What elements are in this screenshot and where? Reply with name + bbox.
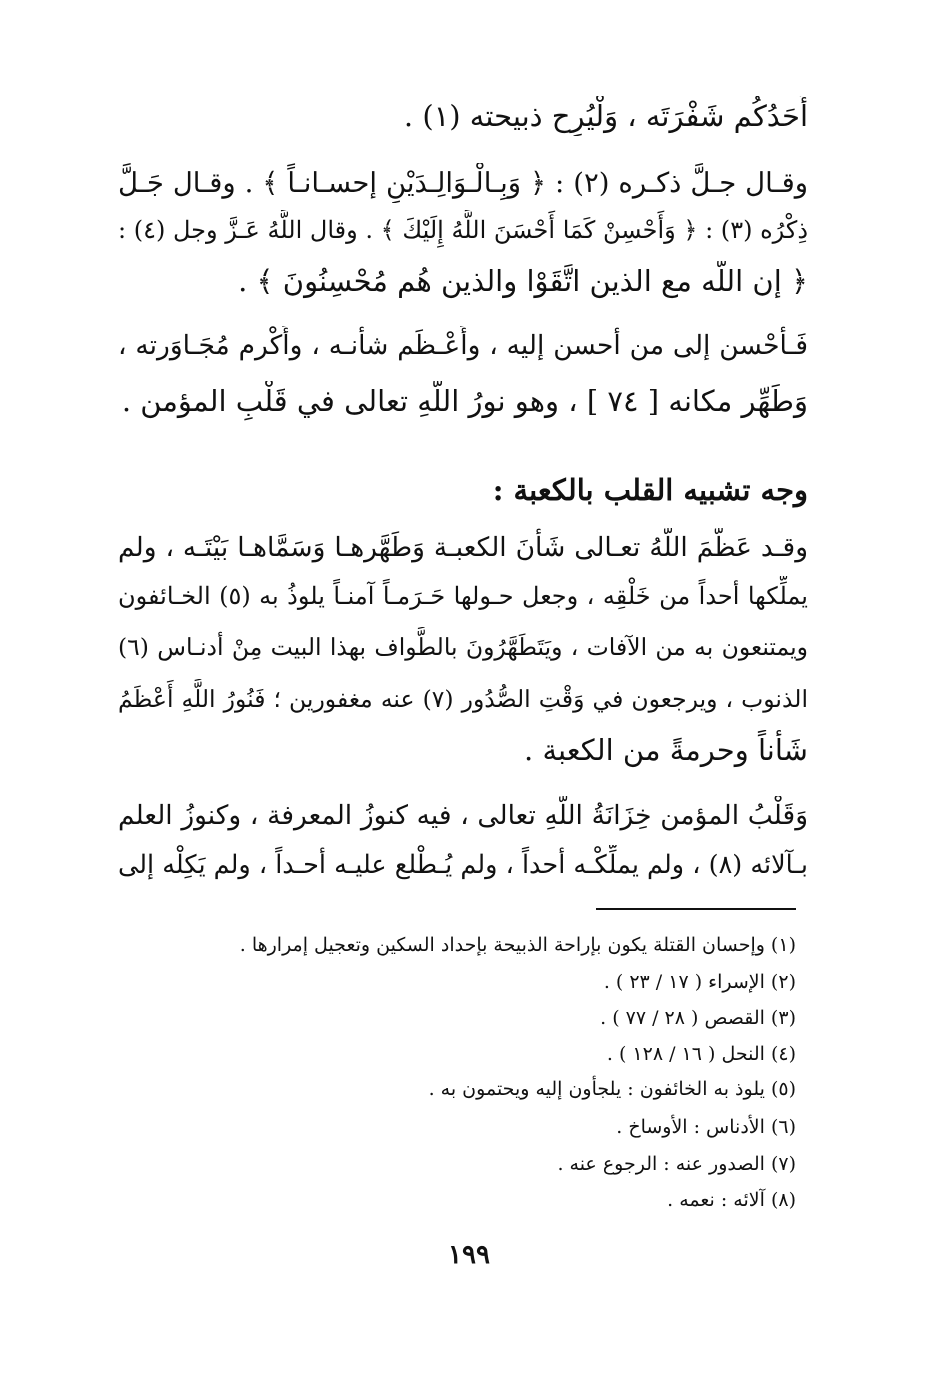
footnote: (١) وإحسان القتلة يكون بإراحة الذبيحة بإحداد السكين وتعجيل إمرارها .	[239, 934, 796, 956]
body-line: وقـال جـلَّ ذكـره (٢) : ﴿ وَبِـالْـوَالِـدَيْنِ إحسـانـاً ﴾ . وقـال جَـلَّ	[118, 167, 808, 199]
footnote: (٧) الصدور عنه : الرجوع عنه .	[557, 1153, 796, 1175]
body-line: أَحَدُكُم شَفْرَتَه ، وَلْيُرِح ذبيحته (١) .	[403, 99, 808, 133]
section-heading: وجه تشبيه القلب بالكعبة :	[492, 473, 808, 507]
body-line: ويمتنعون به من الآفات ، ويَتَطَهَّرُونَ بالطَّواف بهذا البيت مِنْ أدنـاس (٦)	[118, 633, 808, 661]
body-line: وَقَلْبُ المؤمن خِزَانَةُ اللَّهِ تعالى ، فيه كنوزُ المعرفة ، وكنوزُ العلم	[118, 800, 808, 831]
footnote: (٢) الإسراء ( ١٧ / ٢٣ ) .	[603, 971, 796, 993]
footnote: (٦) الأدناس : الأوساخ .	[616, 1116, 796, 1138]
footnote: (٤) النحل ( ١٦ / ١٢٨ ) .	[606, 1043, 796, 1065]
footnote: (٥) يلوذ به الخائفون : يلجأون إليه ويحتمون به .	[428, 1078, 796, 1100]
body-line: الذنوب ، ويرجعون في وَقْتِ الصُّدُور (٧) عنه مغفورين ؛ فَنُورُ اللَّهِ أَعْظَمُ	[118, 685, 808, 713]
body-line: يملِّكها أحداً من خَلْقِه ، وجعل حـولها حَـرَمـاً آمنـاً يلوذُ به (٥) الخـائفون	[118, 582, 808, 610]
body-line: ﴿ إن اللَّه مع الذين اتَّقَوْا والذين هُم مُحْسِنُونَ ﴾ .	[238, 264, 808, 298]
footnote: (٣) القصص ( ٢٨ / ٧٧ ) .	[600, 1007, 796, 1029]
body-line: وَطَهِّر مكانه [ ٧٤ ] ، وهو نورُ اللَّهِ تعالى في قَلْبِ المؤمن .	[121, 384, 808, 418]
body-line: فَـأَحْسن إلى من أحسن إليه ، وأَعْـظَم شأنـه ، وأَكْرم مُجَـاوَرته ،	[118, 330, 808, 361]
footnote-separator	[596, 908, 796, 910]
body-line: شَأْناً وحرمةً من الكعبة .	[524, 733, 808, 767]
body-line: ذِكْرُه (٣) : ﴿ وَأَحْسِنْ كَمَا أَحْسَنَ اللَّهُ إِلَيْكَ ﴾ . وقال اللَّهُ عَـزَّ وجل (٤) :	[118, 216, 808, 244]
body-line: وقـد عَظَّمَ اللَّهُ تعـالى شَأْنَ الكعبـة وَطَهَّرهـا وَسَمَّاهـا بَيْتَـه ، ولم	[118, 532, 808, 563]
footnote: (٨) آلائه : نعمه .	[667, 1189, 796, 1211]
page-number: ١٩٩	[448, 1240, 490, 1270]
body-line: بـآلائه (٨) ، ولم يملِّكْـه أحداً ، ولم يُـطْلع عليـه أحـداً ، ولم يَكِلْه إلى	[118, 850, 808, 880]
